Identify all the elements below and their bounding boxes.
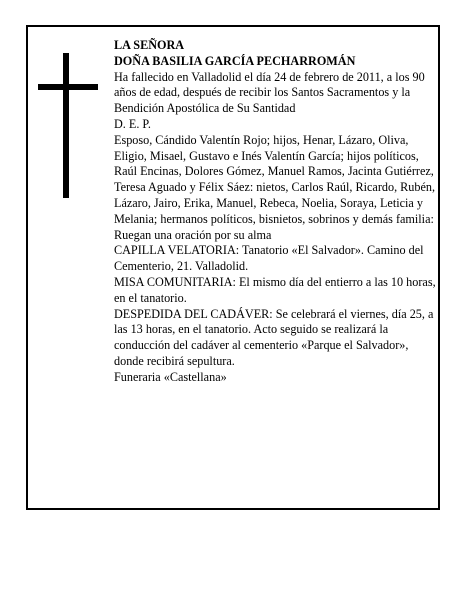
death-announcement: Ha fallecido en Valladolid el día 24 de febrero de 2011, a los 90 años de edad, después de recibir los Santos Sacramentos y la Bendición Apostólica de Su Santidad bbox=[114, 69, 425, 116]
notice-title: LA SEÑORA bbox=[114, 38, 185, 52]
chapel-info: CAPILLA VELATORIA: Tanatorio «El Salvador». Camino del Cementerio, 21. Valladolid. bbox=[114, 243, 424, 274]
obituary-text bbox=[114, 38, 436, 386]
funeral-home: Funeraria «Castellana» bbox=[114, 369, 227, 384]
cross-icon bbox=[38, 53, 98, 198]
mass-info: MISA COMUNITARIA: El mismo día del entierro a las 10 horas, en el tanatorio. bbox=[114, 274, 436, 305]
cross-horizontal-bar bbox=[38, 84, 98, 90]
rip-line: D. E. P. bbox=[114, 116, 151, 131]
prayer-request: Ruegan una oración por su alma bbox=[114, 227, 272, 242]
family-list: Esposo, Cándido Valentín Rojo; hijos, Henar, Lázaro, Oliva, Eligio, Misael, Gustavo e Inés Valentín García; hijos políticos, Raúl Encinas, Dolores Gómez, Manuel Ramos, Jacinta Gutiérrez, Teresa Aguado y Félix Sáez: nietos, Carlos Raúl, Ricardo, Rubén, Lázaro, Jairo, Erika, Manuel, Rebeca, Noelia, Soraya, Leticia y Melania; hermanos políticos, bisnietos, sobrinos y demás familia: bbox=[114, 132, 436, 226]
farewell-info: DESPEDIDA DEL CADÁVER: Se celebrará el viernes, día 25, a las 13 horas, en el tanatorio. Acto seguido se realizará la conducción del cadáver al cementerio «Parque el Salvador», donde recibirá sepultura. bbox=[114, 306, 434, 368]
deceased-name: DOÑA BASILIA GARCÍA PECHARROMÁN bbox=[114, 53, 356, 68]
cross-vertical-bar bbox=[63, 53, 69, 198]
